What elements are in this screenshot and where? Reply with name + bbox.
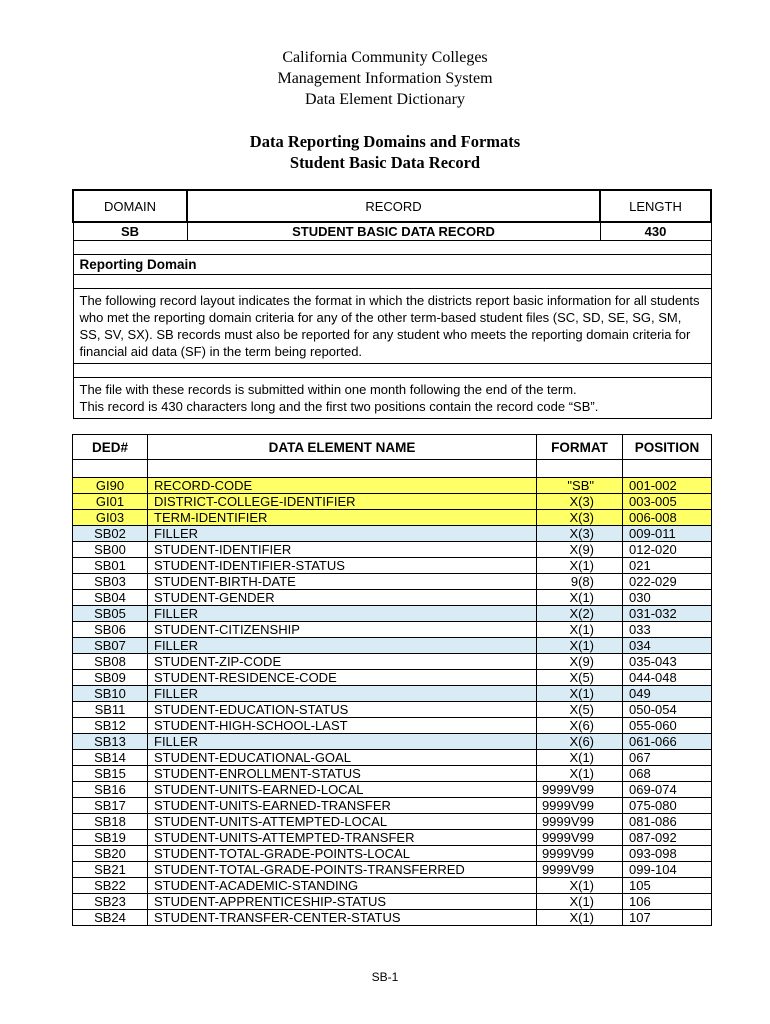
element-name-cell: STUDENT-ZIP-CODE [148,654,537,670]
ded-cell: SB06 [73,622,148,638]
submission-note [73,378,711,419]
element-name-cell: DISTRICT-COLLEGE-IDENTIFIER [148,494,537,510]
element-name-cell: FILLER [148,606,537,622]
ded-cell: SB14 [73,750,148,766]
ded-column-header: DED# [73,435,148,460]
table-row [73,782,712,798]
element-name-cell: STUDENT-CITIZENSHIP [148,622,537,638]
element-name-cell: STUDENT-TRANSFER-CENTER-STATUS [148,910,537,926]
format-cell: X(2) [537,606,623,622]
header-line-1: California Community Colleges [282,49,488,66]
ded-cell: SB15 [73,766,148,782]
title-line-1: Data Reporting Domains and Formats [249,132,521,151]
format-cell: X(1) [537,590,623,606]
position-cell: 022-029 [623,574,712,590]
ded-cell: SB09 [73,670,148,686]
format-cell: 9(8) [537,574,623,590]
position-cell: 093-098 [623,846,712,862]
ded-cell: GI90 [73,478,148,494]
ded-cell: SB13 [73,734,148,750]
domain-value: SB [73,222,187,241]
table-row [73,862,712,878]
document-title [0,131,770,173]
table-row [73,846,712,862]
blank-cell [148,460,537,478]
position-cell: 012-020 [623,542,712,558]
format-cell: X(1) [537,910,623,926]
format-cell: 9999V99 [537,782,623,798]
element-name-cell: TERM-IDENTIFIER [148,510,537,526]
position-cell: 044-048 [623,670,712,686]
element-name-cell: FILLER [148,526,537,542]
ded-cell: SB02 [73,526,148,542]
element-name-cell: STUDENT-IDENTIFIER [148,542,537,558]
position-cell: 034 [623,638,712,654]
table-row [73,558,712,574]
submission-note-line-1: The file with these records is submitted within one month following the end of the term. [79,382,577,397]
element-name-cell: STUDENT-BIRTH-DATE [148,574,537,590]
table-row [73,526,712,542]
ded-cell: SB19 [73,830,148,846]
table-row [73,478,712,494]
position-cell: 087-092 [623,830,712,846]
element-name-cell: FILLER [148,734,537,750]
element-name-cell: RECORD-CODE [148,478,537,494]
ded-cell: SB08 [73,654,148,670]
position-cell: 021 [623,558,712,574]
reporting-domain-label: Reporting Domain [73,255,711,275]
ded-cell: SB03 [73,574,148,590]
spacer-row [73,241,711,255]
ded-cell: SB21 [73,862,148,878]
position-cell: 009-011 [623,526,712,542]
table-row [73,830,712,846]
position-cell: 033 [623,622,712,638]
format-cell: X(1) [537,558,623,574]
element-name-cell: STUDENT-ACADEMIC-STANDING [148,878,537,894]
table-row [73,574,712,590]
ded-cell: GI01 [73,494,148,510]
table-row [73,910,712,926]
position-cell: 081-086 [623,814,712,830]
position-cell: 075-080 [623,798,712,814]
table-row [73,718,712,734]
position-cell: 031-032 [623,606,712,622]
position-cell: 003-005 [623,494,712,510]
format-cell: X(1) [537,750,623,766]
format-cell: X(3) [537,510,623,526]
col-domain-header: DOMAIN [73,190,187,222]
format-cell: X(3) [537,494,623,510]
table-row [73,734,712,750]
format-cell: 9999V99 [537,830,623,846]
ded-cell: SB11 [73,702,148,718]
ded-cell: SB17 [73,798,148,814]
format-cell: 9999V99 [537,862,623,878]
table-row [73,750,712,766]
submission-note-line-2: This record is 430 characters long and the first two positions contain the record code “SB”. [79,399,599,414]
blank-cell [623,460,712,478]
table-row [73,638,712,654]
table-row [73,622,712,638]
length-value: 430 [600,222,711,241]
table-row [73,798,712,814]
position-cell: 106 [623,894,712,910]
format-cell: X(1) [537,766,623,782]
ded-cell: SB10 [73,686,148,702]
table-row [73,878,712,894]
position-column-header: POSITION [623,435,712,460]
header-line-2: Management Information System [277,70,493,87]
element-name-cell: STUDENT-ENROLLMENT-STATUS [148,766,537,782]
ded-cell: SB24 [73,910,148,926]
position-cell: 107 [623,910,712,926]
table-row [73,510,712,526]
element-name-cell: STUDENT-UNITS-ATTEMPTED-TRANSFER [148,830,537,846]
ded-cell: SB20 [73,846,148,862]
title-line-2: Student Basic Data Record [289,153,481,172]
element-name-cell: STUDENT-GENDER [148,590,537,606]
element-name-cell: STUDENT-EDUCATION-STATUS [148,702,537,718]
position-cell: 055-060 [623,718,712,734]
table-row [73,542,712,558]
table-row [73,686,712,702]
ded-cell: SB01 [73,558,148,574]
element-name-cell: FILLER [148,686,537,702]
page-number: SB-1 [371,970,399,984]
table-row [73,606,712,622]
table-row [73,766,712,782]
col-length-header: LENGTH [600,190,711,222]
format-cell: X(1) [537,878,623,894]
ded-cell: SB00 [73,542,148,558]
position-cell: 001-002 [623,478,712,494]
position-cell: 030 [623,590,712,606]
element-name-cell: STUDENT-HIGH-SCHOOL-LAST [148,718,537,734]
header-line-3: Data Element Dictionary [305,91,465,108]
table-row [73,670,712,686]
format-cell: X(1) [537,638,623,654]
position-cell: 035-043 [623,654,712,670]
position-cell: 069-074 [623,782,712,798]
format-cell: X(1) [537,894,623,910]
position-cell: 099-104 [623,862,712,878]
ded-cell: GI03 [73,510,148,526]
format-cell: X(6) [537,734,623,750]
ded-cell: SB22 [73,878,148,894]
position-cell: 049 [623,686,712,702]
table-row [73,590,712,606]
col-record-header: RECORD [187,190,600,222]
element-name-cell: STUDENT-UNITS-ATTEMPTED-LOCAL [148,814,537,830]
element-name-cell: STUDENT-TOTAL-GRADE-POINTS-LOCAL [148,846,537,862]
format-cell: X(6) [537,718,623,734]
ded-cell: SB23 [73,894,148,910]
spacer-row [73,275,711,289]
document-header [0,47,770,110]
table-row [73,702,712,718]
format-cell: X(5) [537,670,623,686]
format-cell: 9999V99 [537,814,623,830]
element-name-cell: STUDENT-TOTAL-GRADE-POINTS-TRANSFERRED [148,862,537,878]
position-cell: 068 [623,766,712,782]
blank-cell [537,460,623,478]
record-summary-table [72,189,712,419]
position-cell: 067 [623,750,712,766]
ded-cell: SB12 [73,718,148,734]
format-cell: X(1) [537,686,623,702]
format-column-header: FORMAT [537,435,623,460]
ded-cell: SB07 [73,638,148,654]
format-cell: 9999V99 [537,846,623,862]
format-cell: "SB" [537,478,623,494]
element-name-cell: STUDENT-UNITS-EARNED-LOCAL [148,782,537,798]
table-row [73,654,712,670]
format-cell: 9999V99 [537,798,623,814]
element-name-cell: STUDENT-EDUCATIONAL-GOAL [148,750,537,766]
format-cell: X(1) [537,622,623,638]
element-name-cell: STUDENT-APPRENTICESHIP-STATUS [148,894,537,910]
record-value: STUDENT BASIC DATA RECORD [187,222,600,241]
ded-cell: SB05 [73,606,148,622]
position-cell: 050-054 [623,702,712,718]
position-cell: 006-008 [623,510,712,526]
ded-cell: SB04 [73,590,148,606]
table-row [73,494,712,510]
element-name-cell: STUDENT-RESIDENCE-CODE [148,670,537,686]
data-elements-table [72,434,712,926]
format-cell: X(9) [537,542,623,558]
element-name-cell: STUDENT-IDENTIFIER-STATUS [148,558,537,574]
position-cell: 105 [623,878,712,894]
table-row [73,814,712,830]
ded-cell: SB18 [73,814,148,830]
element-name-cell: FILLER [148,638,537,654]
position-cell: 061-066 [623,734,712,750]
format-cell: X(3) [537,526,623,542]
reporting-domain-description: The following record layout indicates the format in which the districts report basic information for all students who met the reporting domain criteria for any of the other term-based student files (SC, SD, SE, SG, SM, SS, SV, SX). SB records must also be reported for any student who meets the reporting domain criteria for financial aid data (SF) in the term being reported. [73,289,711,364]
element-name-cell: STUDENT-UNITS-EARNED-TRANSFER [148,798,537,814]
format-cell: X(9) [537,654,623,670]
blank-cell [73,460,148,478]
ded-cell: SB16 [73,782,148,798]
element-name-column-header: DATA ELEMENT NAME [148,435,537,460]
table-row [73,894,712,910]
spacer-row [73,364,711,378]
format-cell: X(5) [537,702,623,718]
